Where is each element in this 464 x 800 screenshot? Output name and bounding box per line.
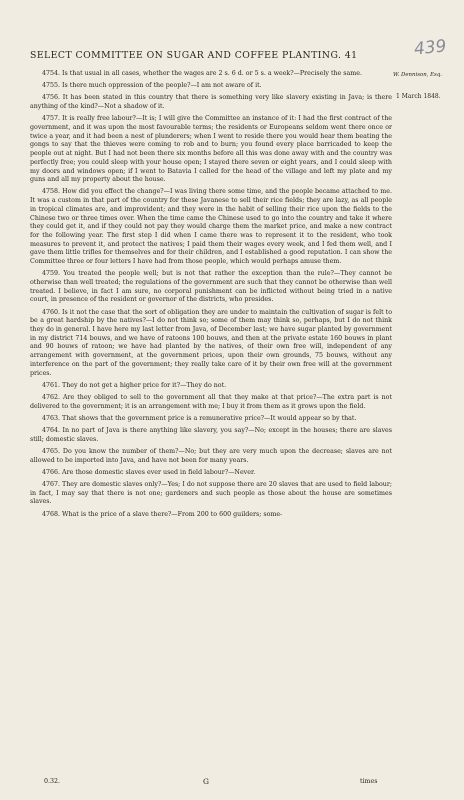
paragraph-4768: 4768. What is the price of a slave there?—From 200 to 600 guilders; some- [42, 510, 283, 518]
paragraph-4761: 4761. They do not get a higher price for it?—They do not. [42, 381, 227, 389]
paragraph-4757: 4757. It is really free labour?—It is; I will give the Committee an instance of it: I had the first contract of the government, and it was upon the most favourable terms; the residents or Europeans seldom went there once or twice a year, and it had been a nest of plunderers; when I went to reside there you would hear them beating the gongs to say that the thieves were coming to rob and to burn; you found every place barricaded to keep the people out at night. But I had not been there six months before all this was done away with and the country was perfectly free; you could sleep with your house open; I stayed there seven or eight years, and I could sleep with my doors and windows open; if I went to Batavia I called for the head of the village and left my plate and my guns and all my property about the house. [30, 115, 392, 184]
testimony-body [30, 70, 392, 523]
paragraph-4758: 4758. How did you effect the change?—I was living there some time, and the people became attached to me. It was a custom in that part of the country for these Javanese to sell their rice fields; they are lazy, as all people in tropical climates are, and improvident; and they were in the habit of selling their rice upon the fields to the Chinese two or three times over. When the time came the Chinese used to go into the country and take it where they could get it, and if they could not pay they would charge them the market price, and make a new contract for the following year. The first step I did when I came there was to represent it to the resident, who took measures to prevent it, and protect the natives; I paid them their wages every week, and I fed them well, and I gave them little trifles for themselves and for their children, and I established a good reputation. I can show the Committee three or four letters I have had from those people, which would perhaps amuse them. [30, 188, 392, 266]
footer-catchword: times [360, 778, 378, 785]
footer-signature-ref: 0.32. [44, 778, 61, 785]
handwritten-folio-number: 439 [413, 36, 448, 60]
paragraph-4765: 4765. Do you know the number of them?—No; but they are very much upon the decrease; slaves are not allowed to be imported into Java, and have not been for many years. [30, 447, 392, 464]
paragraph-4755: 4755. Is there much oppression of the people?—I am not aware of it. [42, 82, 262, 90]
paragraph-4766: 4766. Are those domestic slaves ever used in field labour?—Never. [42, 468, 256, 476]
paragraph-4754: 4754. Is that usual in all cases, whether the wages are 2 s. 6 d. or 5 s. a week?—Precisely the same. [42, 70, 362, 77]
paragraph-4767: 4767. They are domestic slaves only?—Yes; I do not suppose there are 20 slaves that are used to field labour; in fact, I may say that there is not one; gardeners and such people as those about the house are sometimes slaves. [30, 481, 392, 506]
paragraph-4764: 4764. In no part of Java is there anything like slavery, you say?—No; except in the houses; there are slaves still; domestic slaves. [30, 427, 392, 443]
running-header: SELECT COMMITTEE ON SUGAR AND COFFEE PLANTING. 41 [30, 50, 358, 61]
paragraph-4763: 4763. That shows that the government price is a remunerative price?—It would appear so by that. [42, 414, 357, 422]
margin-witness-name: W. Dennison, Esq. [393, 72, 442, 78]
paragraph-4756: 4756. It has been stated in this country that there is something very like slavery existing in Java; is there anything of the kind?—Not a shadow of it. [30, 94, 392, 111]
margin-date: 1 March 1848. [396, 93, 441, 100]
paragraph-4760: 4760. Is it not the case that the sort of obligation they are under to maintain the cultivation of sugar is felt to be a great hardship by the natives?—I do not think so; some of them may think so, perhaps, but I do not think they do in general. I have here my last letter from Java, of December last; we have sugar planted by government in my district 714 bouws, and we have of ratoons 100 bouws, and then at the private estate 160 bouws in plant and 90 bouws of ratoon; we have had planted by the natives, of their own free will, independent of any arrangement with government, at the government prices, upon their own grounds, 75 bouws, without any interference on the part of the government; they really take care of it by their own free will at the government prices. [30, 308, 392, 377]
paragraph-4759: 4759. You treated the people well; but is not that rather the exception than the rule?—They cannot be otherwise than well treated; the regulations of the government are such that they cannot be otherwise than well treated. I believe, in fact I am sure, no corporal punishment can be inflicted without being tried in a native court, in presence of the resident or governor of the districts, who presides. [30, 270, 392, 304]
footer-signature-mark: G [203, 777, 209, 786]
paragraph-4762: 4762. Are they obliged to sell to the government all that they make at that price?—The extra part is not delivered to the government; it is an arrangement with me; I buy it from them as it grows upon the field. [30, 393, 392, 410]
